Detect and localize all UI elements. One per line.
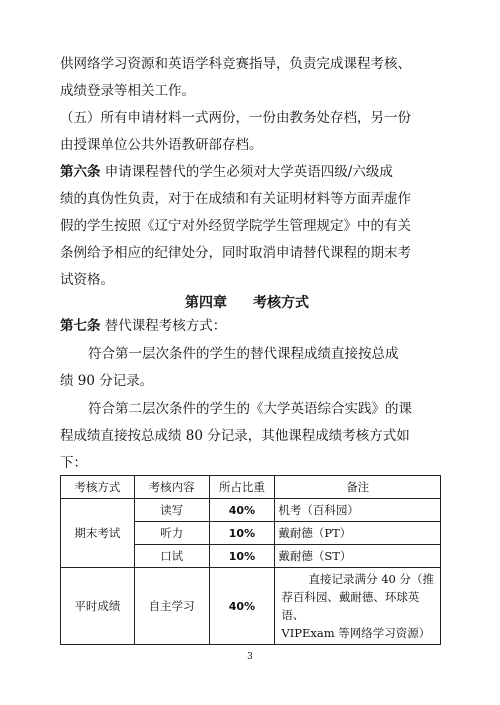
article-6-first-line: [60, 164, 393, 180]
note-line: 荐百科园、戴耐德、环球英语、: [281, 590, 420, 622]
note-cell: 戴耐德（ST）: [275, 545, 441, 568]
table-header-cell: 所占比重: [209, 476, 275, 499]
note-cell: 戴耐德（PT）: [275, 522, 441, 545]
paragraph-line: 程成绩直接按总成绩 80 分记录，其他课程成绩考核方式如: [60, 428, 410, 444]
note-line: VIPExam 等网络学习资源）: [281, 626, 431, 640]
paragraph-line: 成绩登录等相关工作。: [60, 83, 195, 99]
method-cell: 平时成绩: [61, 568, 135, 645]
method-cell: 期末考试: [61, 499, 135, 568]
paragraph-line: 绩 90 分记录。: [60, 373, 154, 389]
weight-cell: 10%: [209, 545, 275, 568]
table-header-cell: 备注: [275, 476, 441, 499]
table-header-cell: 考核内容: [134, 476, 209, 499]
table-header-cell: 考核方式: [61, 476, 135, 499]
content-cell: 听力: [134, 522, 209, 545]
note-cell: [275, 568, 441, 645]
paragraph-line: 绩的真伪性负责，对于在成绩和有关证明材料等方面弄虚作: [60, 191, 411, 207]
article-7-label: 第七条: [60, 318, 101, 334]
chapter-number: 第四章: [185, 295, 227, 311]
note-cell: 机考（百科园）: [275, 499, 441, 522]
paragraph-line: 假的学生按照《辽宁对外经贸学院学生管理规定》中的有关: [60, 218, 411, 234]
article-7-line: [60, 318, 226, 334]
content-cell: 自主学习: [134, 568, 209, 645]
assessment-table: [60, 475, 441, 645]
paragraph-line: 符合第二层次条件的学生的《大学英语综合实践》的课: [88, 401, 412, 417]
weight-cell: 40%: [209, 499, 275, 522]
article-6-text: 申请课程替代的学生必须对大学英语四级/六级成: [104, 164, 393, 180]
content-cell: 读写: [134, 499, 209, 522]
content-cell: 口试: [134, 545, 209, 568]
chapter-title: 考核方式: [253, 295, 309, 311]
paragraph-line: 试资格。: [60, 272, 114, 288]
weight-cell: 40%: [209, 568, 275, 645]
table-header-row: [61, 476, 441, 499]
table-row: [61, 568, 441, 645]
paragraph-line: 条例给予相应的纪律处分，同时取消申请替代课程的期末考: [60, 245, 411, 261]
weight-cell: 10%: [209, 522, 275, 545]
article-6-label: 第六条: [60, 164, 101, 180]
paragraph-line: 下：: [60, 455, 87, 471]
note-line: 直接记录满分 40 分（推: [308, 572, 434, 586]
paragraph-line: （五）所有申请材料一式两份，一份由教务处存档，另一份: [60, 110, 411, 126]
paragraph-line: 供网络学习资源和英语学科竞赛指导，负责完成课程考核、: [60, 56, 411, 72]
article-7-text: 替代课程考核方式：: [104, 318, 227, 334]
table-row: [61, 499, 441, 522]
page-number: 3: [247, 652, 253, 662]
paragraph-line: 由授课单位公共外语教研部存档。: [60, 137, 263, 153]
paragraph-line: 符合第一层次条件的学生的替代课程成绩直接按总成: [88, 346, 399, 362]
